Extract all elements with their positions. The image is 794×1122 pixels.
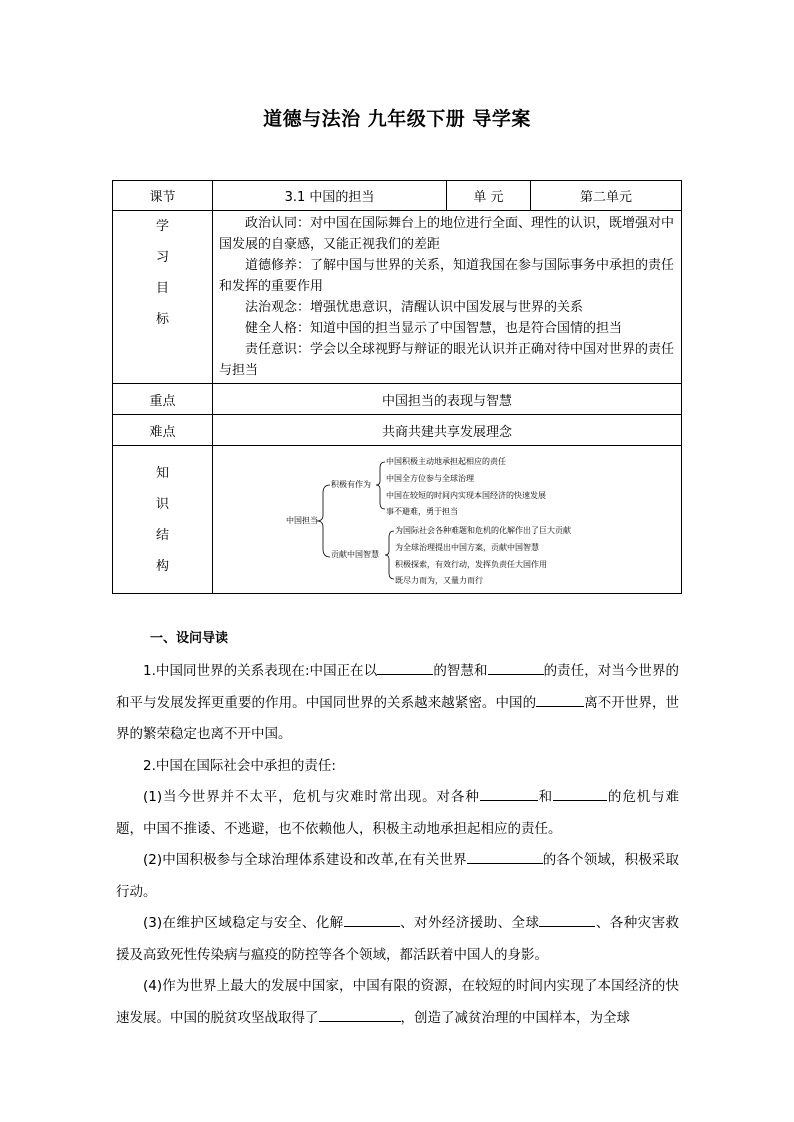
- knowledge-mindmap: [213, 449, 681, 591]
- difficult-point-value: 共商共建共享发展理念: [213, 415, 682, 446]
- mindmap-branch1: 积极有作为: [331, 479, 371, 489]
- lesson-label: 课节: [113, 181, 213, 211]
- unit-value: 第二单元: [531, 181, 682, 211]
- mindmap-branch2-item: 为国际社会各种难题和危机的化解作出了巨大贡献: [395, 525, 571, 535]
- fill-blank[interactable]: [377, 659, 433, 675]
- mindmap-branch1-item: 中国积极主动地承担起相应的责任: [386, 456, 506, 466]
- knowledge-structure-cell: [213, 446, 682, 594]
- key-point-label: 重点: [113, 384, 213, 415]
- fill-blank[interactable]: [344, 911, 400, 927]
- paragraph-text: 、对外经济援助、全球: [399, 915, 540, 931]
- objective-personality: 健全人格：知道中国的担当显示了中国智慧，也是符合国情的担当: [245, 321, 623, 336]
- objective-moral: 道德修养：了解中国与世界的关系，知道我国在参与国际事务中承担的责任和发挥的重要作用: [219, 258, 675, 294]
- fill-blank[interactable]: [480, 785, 538, 801]
- paragraph-text: 1.中国同世界的关系表现在:中国正在以: [143, 663, 378, 679]
- objective-political: 政治认同：对中国在国际舞台上的地位进行全面、理性的认识，既增强对中国发展的自豪感，又能正视我们的差距: [219, 216, 675, 252]
- lesson-value: 3.1 中国的担当: [213, 181, 447, 211]
- objectives-label-char: 目: [155, 281, 169, 296]
- mindmap-branch1-item: 中国在较短的时间内实现本国经济的快速发展: [386, 490, 546, 500]
- paragraph-3: [116, 782, 679, 845]
- paragraph-text: 的各个领域，积极采取行动。: [116, 852, 680, 900]
- paragraph-text: 和: [537, 789, 554, 805]
- objectives-label-char: 学: [155, 219, 169, 234]
- mindmap-branch2-item: 积极探索，有效行动，发挥负责任大国作用: [395, 559, 547, 569]
- paragraph-text: 的责任，对当今世界的和平与发展发挥更重要的作用。中国同世界的关系越来越紧密。中国的: [116, 663, 680, 711]
- difficult-point-label: 难点: [113, 415, 213, 446]
- root-brace: [317, 485, 330, 557]
- paragraph-4: [116, 845, 679, 908]
- fill-blank[interactable]: [553, 785, 607, 801]
- mindmap-branch1-item: 中国全方位参与全球治理: [386, 473, 474, 483]
- fill-blank[interactable]: [319, 1006, 401, 1022]
- objectives-content: [213, 211, 682, 384]
- fill-blank[interactable]: [467, 848, 543, 864]
- paragraph-text: (2)中国积极参与全球治理体系建设和改革,在有关世界: [143, 852, 467, 868]
- paragraph-text: ，创造了减贫治理的中国样本，为全球: [400, 1009, 630, 1026]
- mindmap-branch1-item: 事不避难，勇于担当: [386, 506, 458, 516]
- fill-blank[interactable]: [536, 691, 584, 707]
- mindmap-branch2-item: 为全球治理提出中国方案，贡献中国智慧: [395, 542, 539, 552]
- structure-label-char: 结: [155, 527, 169, 543]
- section-heading: 一、设问导读: [150, 631, 229, 646]
- mindmap-branch2-item: 既尽力而为，又量力而行: [395, 575, 483, 585]
- structure-label-char: 知: [155, 465, 169, 481]
- fill-blank[interactable]: [539, 911, 595, 927]
- objectives-label-char: 标: [155, 312, 169, 327]
- paragraph-1: [116, 656, 679, 751]
- lesson-info-table: [112, 180, 682, 594]
- paragraph-5: [116, 908, 679, 971]
- structure-label-char: 构: [155, 558, 169, 574]
- objectives-label: [113, 211, 213, 384]
- paragraph-6: [116, 971, 679, 1034]
- document-title: 道德与法治 九年级下册 导学案: [263, 108, 531, 130]
- structure-label: [113, 446, 213, 594]
- paragraph-text: (1)当今世界并不太平，危机与灾难时常出现。对各种: [143, 789, 480, 805]
- unit-label: 单 元: [447, 181, 531, 211]
- paragraph-text: 的危机与难题，中国不推诿、不逃避，也不依赖他人，积极主动地承担起相应的责任。: [116, 789, 680, 837]
- guided-reading-body: [116, 656, 679, 1034]
- key-point-value: 中国担当的表现与智慧: [213, 384, 682, 415]
- branch1-brace: [376, 462, 385, 509]
- objective-responsibility: 责任意识：学会以全球视野与辩证的眼光认识并正确对待中国对世界的责任与担当: [219, 342, 675, 378]
- paragraph-text: (4)作为世界上最大的发展中国家，中国有限的资源，在较短的时间内实现了本国经济的快速发展。中国的脱贫攻坚战取得了: [116, 978, 679, 1026]
- branch2-brace: [385, 531, 394, 579]
- paragraph-text: 的智慧和: [433, 663, 488, 679]
- paragraph-text: 离不开世界，世界的繁荣稳定也离不开中国。: [116, 694, 680, 742]
- paragraph-text: 、各种灾害救援及高致死性传染病与瘟疫的防控等各个领域，都活跃着中国人的身影。: [116, 915, 680, 963]
- structure-label-char: 识: [155, 496, 169, 512]
- objective-legal: 法治观念：增强忧患意识，清醒认识中国发展与世界的关系: [245, 300, 584, 315]
- paragraph-2: 2.中国在国际社会中承担的责任:: [143, 757, 336, 774]
- mindmap-root: 中国担当: [286, 515, 318, 525]
- fill-blank[interactable]: [488, 659, 544, 675]
- paragraph-text: (3)在维护区域稳定与安全、化解: [143, 915, 344, 931]
- mindmap-branch2: 贡献中国智慧: [331, 549, 379, 559]
- objectives-label-char: 习: [155, 250, 169, 265]
